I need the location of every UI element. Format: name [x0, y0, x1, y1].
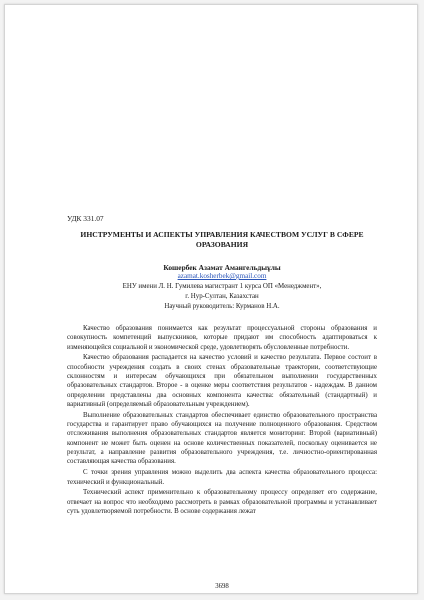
paragraph: Технический аспект применительно к образовательному процессу определяет его содержание, отвечает на вопрос что необходимо рассмотреть в рамках образовательной программы и устанавливает суть удовлетворяемой потребности. В основе содержания лежат — [67, 489, 377, 516]
page-number: 3698 — [215, 583, 229, 590]
affiliation-line: г. Нур-Султан, Казахстан — [185, 293, 259, 300]
article-title: ИНСТРУМЕНТЫ И АСПЕКТЫ УПРАВЛЕНИЯ КАЧЕСТВОМ УСЛУГ В СФЕРЕ ОРАЗОВАНИЯ — [80, 230, 364, 249]
paragraph: Качество образования понимается как результат процессуальной стороны образования и совокупность компетенций выпускников, которые придают им способность адаптироваться к изменяющейся социальной и экономической среде, удовлетворять обусловленные потребности. — [67, 325, 377, 351]
paragraph: С точки зрения управления можно выделить два аспекта качества образовательного процесса: технический и функциональный. — [67, 469, 377, 486]
paragraph: Качество образования распадается на качество условий и качество результата. Первое состоит в способности учреждения создать в своих стенах образовательные траектории, соответствующие склонностям и интересам обучающихся при обязательном выполнении государственных образовательных стандартов. Второе - в оценке меры соответствия результатов - надеждам. В данном определении представлены два основных компонента качества: обязательный (стандартный) и вариативный (определяемый образовательным учреждением). — [67, 354, 377, 408]
udk-code: УДК 331.07 — [67, 214, 104, 223]
author-affiliation — [67, 282, 377, 312]
author-name: Кошербек Азамат Амангельдыұлы — [163, 263, 281, 272]
article-body — [67, 324, 377, 518]
author-email-link[interactable]: azamat.kosherbek@gmail.com — [177, 272, 267, 280]
paragraph: Выполнение образовательных стандартов обеспечивает единство образовательного пространства государства и гарантирует право обучающихся на получение полноценного образования. Средством отслеживания выполнения образовательных стандартов является мониторинг. Второй (вариативный) компонент не может быть оценен на основе количественных показателей, поскольку оценивается не результат, а направление развития образовательного учреждения, т.е. личностно-ориентированная составляющая качества образования. — [67, 411, 377, 466]
affiliation-line: ЕНУ имени Л. Н. Гумилева магистрант 1 курса ОП «Менеджмент», — [122, 283, 322, 290]
document-page — [4, 4, 418, 594]
supervisor-line: Научный руководитель: Курманов Н.А. — [164, 303, 280, 310]
